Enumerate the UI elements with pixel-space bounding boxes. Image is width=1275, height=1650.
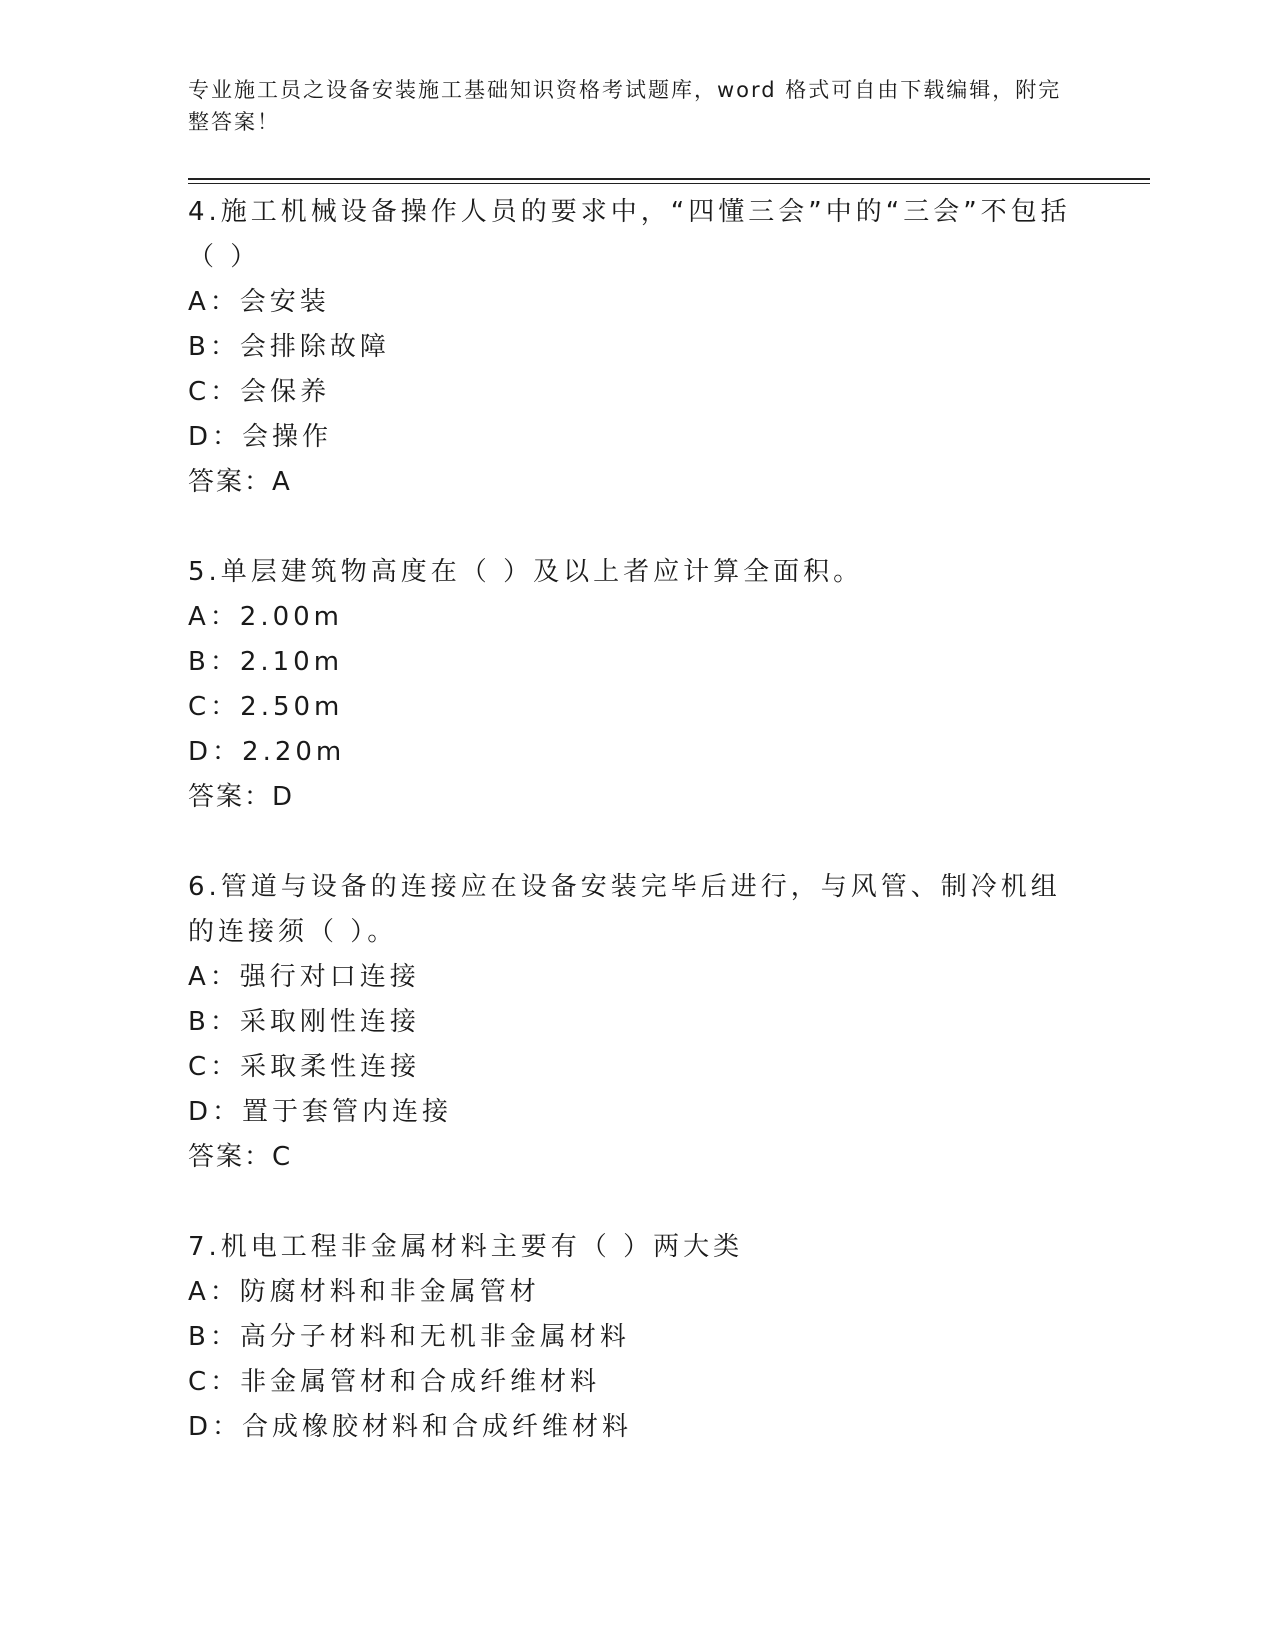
answer-line: 答案：D [188, 782, 295, 812]
question-item [188, 865, 1088, 1180]
option-b: B：采取刚性连接 [188, 1007, 420, 1037]
option-a: A：强行对口连接 [188, 962, 420, 992]
question-spacer [188, 505, 1088, 550]
header-divider-thin [188, 183, 1150, 184]
option-b: B：高分子材料和无机非金属材料 [188, 1322, 630, 1352]
option-b: B：会排除故障 [188, 332, 390, 362]
header-divider-thick [188, 178, 1150, 180]
document-header: 专业施工员之设备安装施工基础知识资格考试题库，word 格式可自由下载编辑，附完整答案！ [188, 78, 1062, 134]
question-list [188, 190, 1088, 1450]
option-a: A：防腐材料和非金属管材 [188, 1277, 540, 1307]
option-d: D：置于套管内连接 [188, 1097, 453, 1127]
option-d: D：2.20m [188, 737, 346, 767]
question-item [188, 550, 1088, 820]
option-a: A：会安装 [188, 287, 330, 317]
question-stem: 4.施工机械设备操作人员的要求中，“四懂三会”中的“三会”不包括（ ） [188, 197, 1071, 272]
option-d: D：合成橡胶材料和合成纤维材料 [188, 1412, 633, 1442]
option-c: C：非金属管材和合成纤维材料 [188, 1367, 601, 1397]
answer-line: 答案：C [188, 1142, 293, 1172]
question-item [188, 190, 1088, 505]
option-c: C：采取柔性连接 [188, 1052, 421, 1082]
answer-line: 答案：A [188, 467, 292, 497]
option-a: A：2.00m [188, 602, 344, 632]
question-item [188, 1225, 1088, 1450]
question-spacer [188, 820, 1088, 865]
option-b: B：2.10m [188, 647, 344, 677]
option-d: D：会操作 [188, 422, 333, 452]
question-stem: 5.单层建筑物高度在（ ）及以上者应计算全面积。 [188, 557, 864, 587]
option-c: C：2.50m [188, 692, 344, 722]
question-spacer [188, 1180, 1088, 1225]
question-stem: 7.机电工程非金属材料主要有（ ）两大类 [188, 1232, 744, 1262]
option-c: C：会保养 [188, 377, 331, 407]
question-stem: 6.管道与设备的连接应在设备安装完毕后进行，与风管、制冷机组的连接须（ ）。 [188, 872, 1061, 947]
